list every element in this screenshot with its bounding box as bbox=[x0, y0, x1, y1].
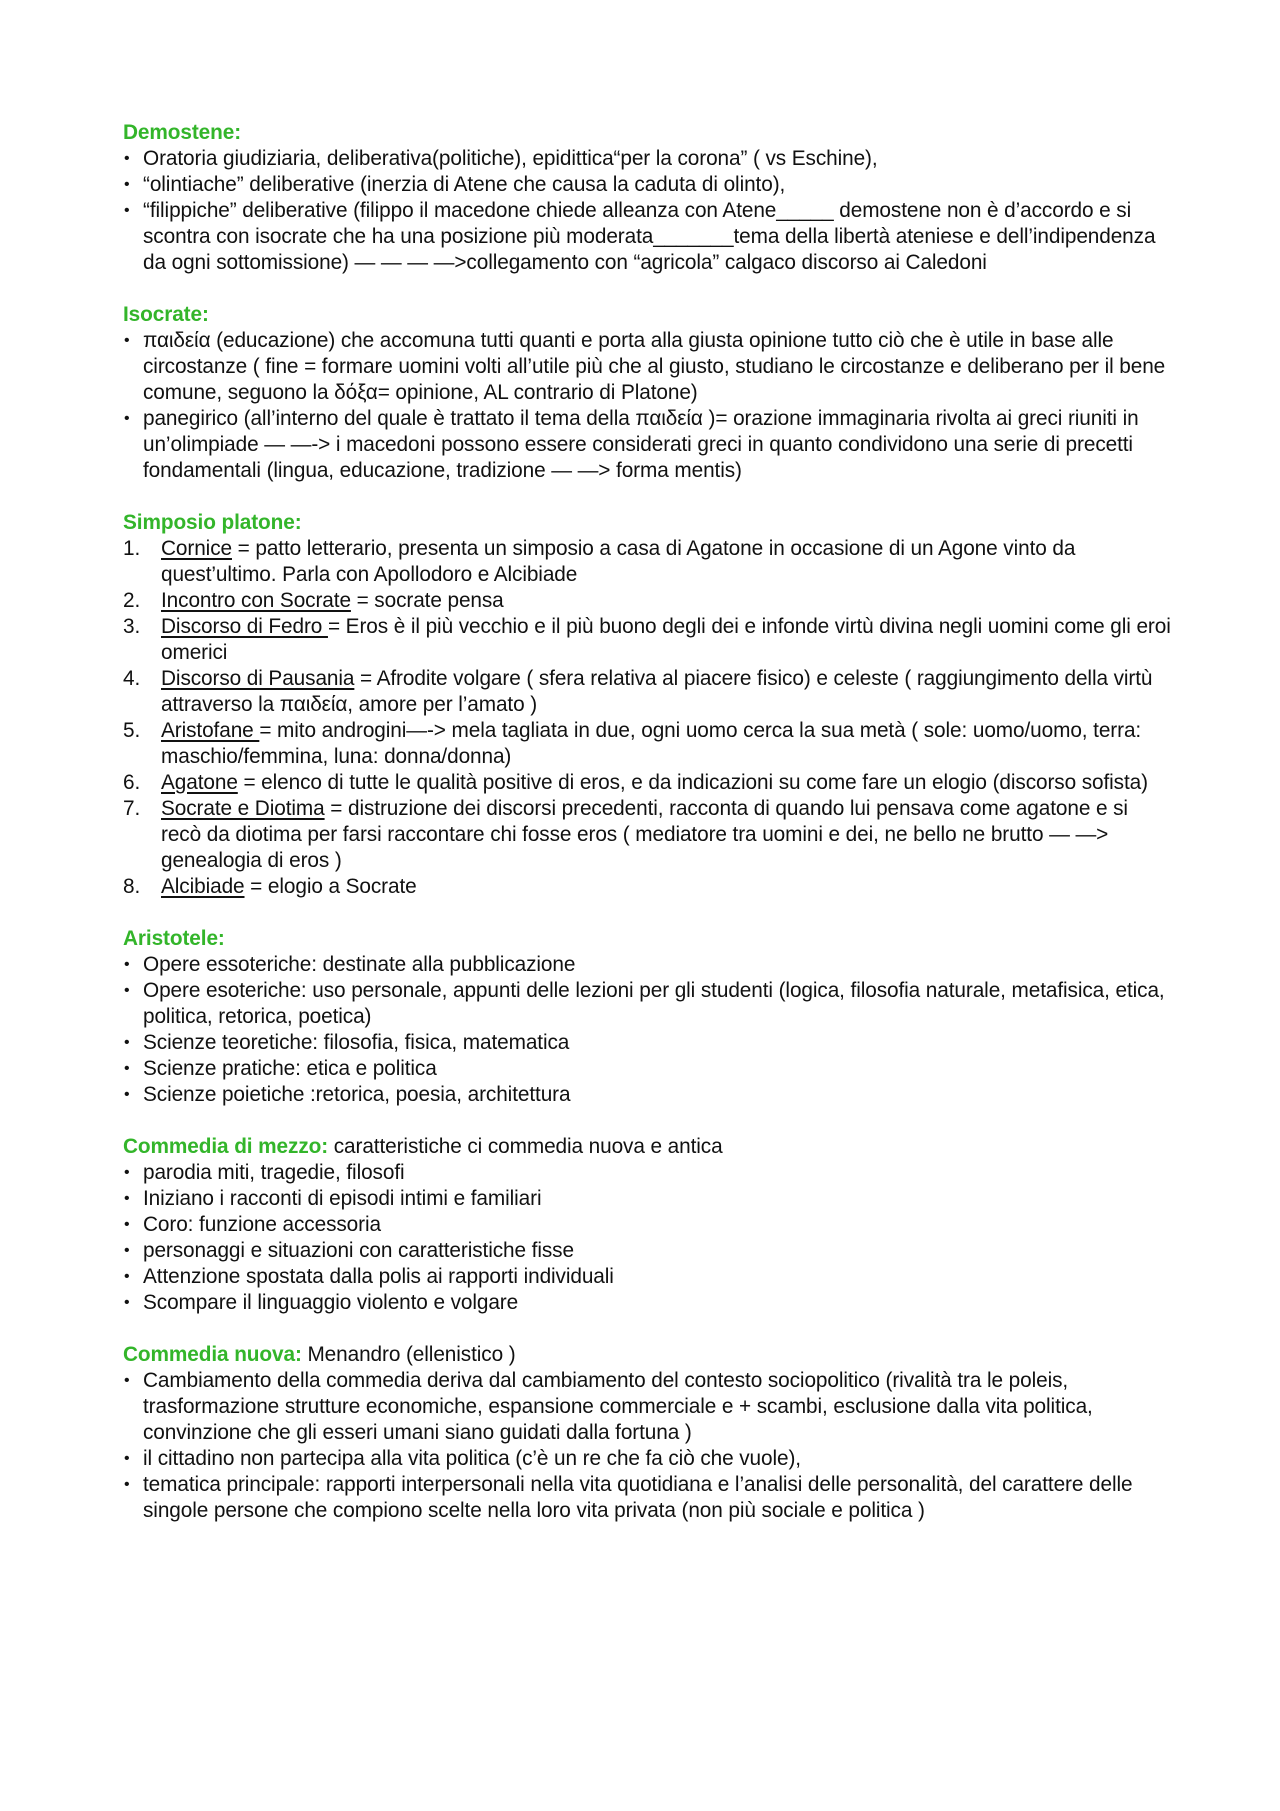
list-item bbox=[123, 172, 1173, 198]
list-item bbox=[123, 406, 1173, 484]
list-item-text: panegirico (all’interno del quale è trattato il tema della παιδεία )= orazione immaginaria rivolta ai greci riuniti in un’olimpiade — —-> i macedoni possono essere considerati greci in quanto condividono una serie di precetti fondamentali (lingua, educazione, tradizione — —> forma mentis) bbox=[143, 407, 1139, 482]
section-demostene bbox=[123, 120, 1173, 276]
list-item-title: Discorso di Fedro bbox=[161, 615, 328, 638]
list-item-title: Socrate e Diotima bbox=[161, 797, 325, 820]
list-number: 4. bbox=[123, 667, 141, 690]
section-commedia-di-mezzo bbox=[123, 1134, 1173, 1316]
bullet-list bbox=[123, 952, 1173, 1108]
list-item-text: = socrate pensa bbox=[350, 589, 504, 612]
list-item bbox=[123, 328, 1173, 406]
list-item-text: “filippiche” deliberative (filippo il macedone chiede alleanza con Atene_____ demostene non è d’accordo e si scontra con isocrate che ha una posizione più moderata_______tema della libertà ateniese e dell’indipendenza da ogni sottomissione) — — — —>collegamento con “agricola” calgaco discorso ai Caledoni bbox=[143, 199, 1156, 274]
list-item bbox=[123, 1472, 1173, 1524]
list-item-text: “olintiache” deliberative (inerzia di Atene che causa la caduta di olinto), bbox=[143, 173, 786, 196]
section-heading-line bbox=[123, 120, 1173, 146]
bullet-icon: • bbox=[124, 1060, 130, 1077]
list-item bbox=[123, 146, 1173, 172]
bullet-icon: • bbox=[124, 1450, 130, 1467]
bullet-list bbox=[123, 1368, 1173, 1524]
list-item-text: personaggi e situazioni con caratteristiche fisse bbox=[143, 1239, 574, 1262]
list-number: 7. bbox=[123, 797, 141, 820]
list-item bbox=[123, 1030, 1173, 1056]
bullet-icon: • bbox=[124, 1476, 130, 1493]
list-item-text: Opere esoteriche: uso personale, appunti delle lezioni per gli studenti (logica, filosofia naturale, metafisica, etica, politica, retorica, poetica) bbox=[143, 979, 1165, 1028]
list-item-text: Scienze teoretiche: filosofia, fisica, matematica bbox=[143, 1031, 570, 1054]
list-item bbox=[123, 952, 1173, 978]
bullet-list bbox=[123, 1160, 1173, 1316]
bullet-icon: • bbox=[124, 150, 130, 167]
list-item bbox=[123, 1160, 1173, 1186]
list-item-text: = Afrodite volgare ( sfera relativa al piacere fisico) e celeste ( raggiungimento della virtù attraverso la παιδεία, amore per l’amato ) bbox=[161, 667, 1153, 716]
list-item-text: tematica principale: rapporti interpersonali nella vita quotidiana e l’analisi delle personalità, del carattere delle singole persone che compiono scelte nella loro vita privata (non più sociale e politica ) bbox=[143, 1473, 1133, 1522]
section-heading-line bbox=[123, 1342, 1173, 1368]
list-item-text: = mito androgini—-> mela tagliata in due, ogni uomo cerca la sua metà ( sole: uomo/uomo, terra: maschio/femmina, luna: donna/donna) bbox=[161, 719, 1142, 768]
list-item-title: Agatone bbox=[161, 771, 238, 794]
list-item bbox=[123, 1082, 1173, 1108]
bullet-icon: • bbox=[124, 982, 130, 999]
bullet-icon: • bbox=[124, 176, 130, 193]
list-item bbox=[123, 1368, 1173, 1446]
section-heading: Commedia nuova: bbox=[123, 1343, 302, 1366]
list-item-text: il cittadino non partecipa alla vita politica (c’è un re che fa ciò che vuole), bbox=[143, 1447, 801, 1470]
list-item-text: = patto letterario, presenta un simposio a casa di Agatone in occasione di un Agone vinto da quest’ultimo. Parla con Apollodoro e Alcibiade bbox=[161, 537, 1076, 586]
section-aristotele bbox=[123, 926, 1173, 1108]
list-item-text: = Eros è il più vecchio e il più buono degli dei e infonde virtù divina negli uomini come gli eroi omerici bbox=[161, 615, 1171, 664]
list-item-text: Scienze poietiche :retorica, poesia, architettura bbox=[143, 1083, 571, 1106]
bullet-icon: • bbox=[124, 410, 130, 427]
bullet-icon: • bbox=[124, 1294, 130, 1311]
section-heading-line bbox=[123, 1134, 1173, 1160]
section-heading: Isocrate: bbox=[123, 303, 209, 326]
list-item-title: Alcibiade bbox=[161, 875, 245, 898]
list-number: 3. bbox=[123, 615, 141, 638]
bullet-icon: • bbox=[124, 1242, 130, 1259]
list-item bbox=[123, 666, 1173, 718]
list-number: 6. bbox=[123, 771, 141, 794]
list-item bbox=[123, 796, 1173, 874]
list-item bbox=[123, 770, 1173, 796]
list-number: 5. bbox=[123, 719, 141, 742]
list-item bbox=[123, 718, 1173, 770]
list-item bbox=[123, 1186, 1173, 1212]
list-number: 2. bbox=[123, 589, 141, 612]
section-heading: Simposio platone: bbox=[123, 511, 302, 534]
section-heading-line bbox=[123, 926, 1173, 952]
list-item-title: Incontro con Socrate bbox=[161, 589, 351, 612]
section-commedia-nuova bbox=[123, 1342, 1173, 1524]
list-number: 1. bbox=[123, 537, 141, 560]
bullet-list bbox=[123, 146, 1173, 276]
list-item bbox=[123, 1446, 1173, 1472]
list-item-text: Iniziano i racconti di episodi intimi e familiari bbox=[143, 1187, 542, 1210]
list-item-text: parodia miti, tragedie, filosofi bbox=[143, 1161, 405, 1184]
list-item-text: Oratoria giudiziaria, deliberativa(politiche), epidittica“per la corona” ( vs Eschine), bbox=[143, 147, 878, 170]
list-item bbox=[123, 1212, 1173, 1238]
list-item-text: = distruzione dei discorsi precedenti, racconta di quando lui pensava come agatone e si recò da diotima per farsi raccontare chi fosse eros ( mediatore tra uomini e dei, ne bello ne brutto — —> genealogia di eros ) bbox=[161, 797, 1128, 872]
section-heading: Commedia di mezzo: bbox=[123, 1135, 329, 1158]
list-item-text: Opere essoteriche: destinate alla pubblicazione bbox=[143, 953, 576, 976]
bullet-icon: • bbox=[124, 1268, 130, 1285]
list-item bbox=[123, 536, 1173, 588]
list-item-title: Discorso di Pausania bbox=[161, 667, 355, 690]
list-item bbox=[123, 1290, 1173, 1316]
bullet-icon: • bbox=[124, 1164, 130, 1181]
bullet-icon: • bbox=[124, 1034, 130, 1051]
list-item bbox=[123, 978, 1173, 1030]
list-item-text: Attenzione spostata dalla polis ai rapporti individuali bbox=[143, 1265, 614, 1288]
bullet-icon: • bbox=[124, 332, 130, 349]
bullet-icon: • bbox=[124, 1216, 130, 1233]
list-item-title: Aristofane bbox=[161, 719, 260, 742]
list-number: 8. bbox=[123, 875, 141, 898]
document-content bbox=[123, 120, 1173, 1550]
bullet-icon: • bbox=[124, 1086, 130, 1103]
list-item-text: Cambiamento della commedia deriva dal cambiamento del contesto sociopolitico (rivalità tra le poleis, trasformazione strutture economiche, espansione commerciale e + scambi, esclusione dalla vita politica, convinzione che gli esseri umani siano guidati dalla fortuna ) bbox=[143, 1369, 1093, 1444]
list-item bbox=[123, 1238, 1173, 1264]
bullet-icon: • bbox=[124, 1190, 130, 1207]
bullet-list bbox=[123, 328, 1173, 484]
section-subtitle: caratteristiche ci commedia nuova e antica bbox=[328, 1135, 723, 1158]
list-item-text: Scompare il linguaggio violento e volgare bbox=[143, 1291, 519, 1314]
list-item-text: Coro: funzione accessoria bbox=[143, 1213, 381, 1236]
list-item bbox=[123, 198, 1173, 276]
list-item-text: παιδεία (educazione) che accomuna tutti quanti e porta alla giusta opinione tutto ciò che è utile in base alle circostanze ( fine = formare uomini volti all’utile più che al giusto, studiano le circostanze e deliberano per il bene comune, seguono la δόξα= opinione, AL contrario di Platone) bbox=[143, 329, 1166, 404]
list-item bbox=[123, 1056, 1173, 1082]
section-subtitle: Menandro (ellenistico ) bbox=[301, 1343, 516, 1366]
list-item bbox=[123, 614, 1173, 666]
list-item-text: Scienze pratiche: etica e politica bbox=[143, 1057, 437, 1080]
section-simposio bbox=[123, 510, 1173, 900]
list-item-title: Cornice bbox=[161, 537, 232, 560]
section-heading-line bbox=[123, 302, 1173, 328]
list-item-text: = elogio a Socrate bbox=[244, 875, 417, 898]
bullet-icon: • bbox=[124, 202, 130, 219]
bullet-icon: • bbox=[124, 1372, 130, 1389]
list-item bbox=[123, 588, 1173, 614]
section-isocrate bbox=[123, 302, 1173, 484]
list-item bbox=[123, 1264, 1173, 1290]
section-heading-line bbox=[123, 510, 1173, 536]
bullet-icon: • bbox=[124, 956, 130, 973]
section-heading: Demostene: bbox=[123, 121, 242, 144]
list-item bbox=[123, 874, 1173, 900]
numbered-list bbox=[123, 536, 1173, 900]
list-item-text: = elenco di tutte le qualità positive di eros, e da indicazioni su come fare un elogio (discorso sofista) bbox=[237, 771, 1148, 794]
section-heading: Aristotele: bbox=[123, 927, 225, 950]
